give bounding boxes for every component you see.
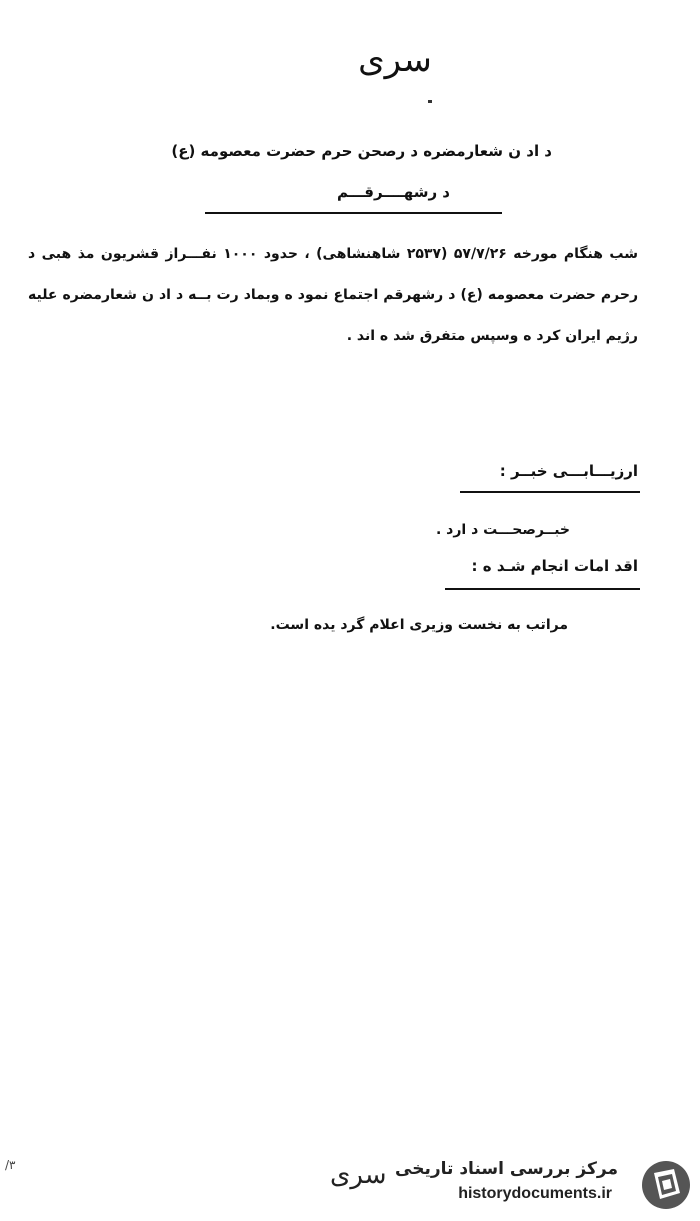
actions-value: مراتب به نخست وزیری اعلام گرد یده است. xyxy=(270,617,568,633)
report-body: شب هنگام مورخه ۵۷/۷/۲۶ (۲۵۳۷ شاهنشاهی) ، حدود ۱۰۰۰ نفـــراز قشریون مذ هبی د رحرم حضرت معصومه (ع) د رشهرقم اجتماع نمود ه وبماد رت بــه د اد ن شعارمضره علیه رژیم ایران کرد ه وسپس متفرق شد ه اند . xyxy=(28,246,638,344)
watermark-url: historydocuments.ir xyxy=(458,1185,612,1202)
archive-logo-icon xyxy=(640,1159,692,1211)
evaluation-underline xyxy=(460,491,640,493)
archive-watermark xyxy=(395,1155,696,1215)
classification-footer: سری xyxy=(330,1160,387,1190)
actions-label: اقد امات انجام شـد ه : xyxy=(471,557,638,575)
watermark-name: مرکز بررسی اسناد تاریخی xyxy=(395,1159,618,1179)
ink-speck xyxy=(428,100,432,103)
report-location: د رشهــــرقـــم xyxy=(336,183,450,201)
title-underline xyxy=(205,212,502,214)
evaluation-label: ارزیـــابـــی خبــر : xyxy=(499,462,638,480)
report-title: د اد ن شعارمضره د رصحن حرم حضرت معصومه (ع) xyxy=(171,142,552,160)
margin-mark: ۳/ xyxy=(5,1158,16,1172)
actions-underline xyxy=(445,588,640,590)
evaluation-value: خبــرصحـــت د ارد . xyxy=(435,522,570,538)
classification-heading: سری xyxy=(358,40,432,80)
